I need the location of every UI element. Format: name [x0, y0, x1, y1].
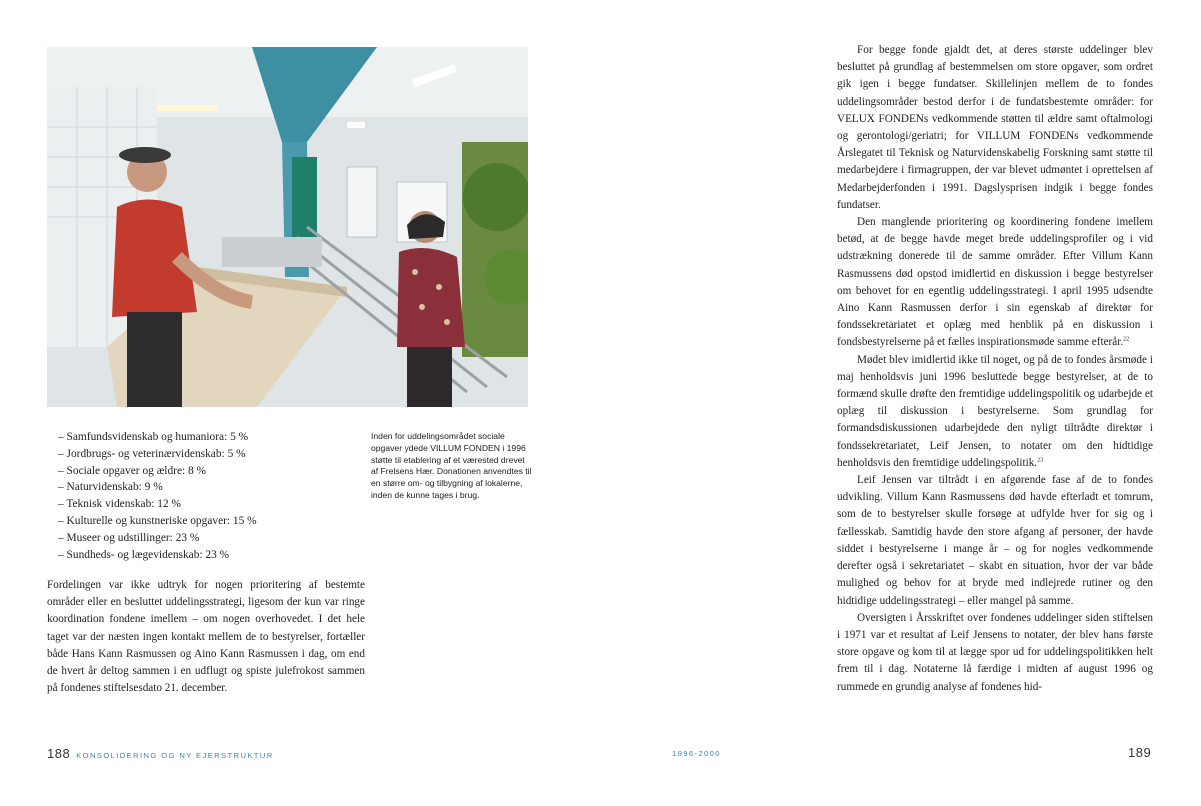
page-number: 188 [47, 746, 71, 761]
list-item: – Museer og udstillinger: 23 % [58, 531, 200, 544]
list-item: – Sociale opgaver og ældre: 8 % [58, 464, 207, 477]
list-item: – Kulturelle og kunstneriske opgaver: 15 % [58, 514, 257, 527]
body-paragraph: Mødet blev imidlertid ikke til noget, og på de to fondes årsmøde i maj henholdsvis juni 1996 besluttede begge bestyrelser, at de to formænd skulle drøfte den fremtidige uddelingspolitik og udarbejde et oplæg til diskussion i bestyrelserne. Som grundlag for formandsdiskussionen udarbejdede den nyligt tiltrådte direktør i fondssekretariatet, Leif Jensen, to notater om den hidtidige henholdsvis den fremtidige uddelingspolitik.$^{23}$ [837, 353, 1153, 469]
body-paragraph: Fordelingen var ikke udtryk for nogen prioritering af bestemte områder eller en besluttet uddelingsstrategi, ligesom der kun var ringe koordination fondene imellem – om nogen overhovedet. I det hele taget var der næsten ingen kontakt mellem de to bestyrelser, fortæller både Hans Kann Rasmussen og Aino Kann Rasmussen i dag, om end de hvert år deltog sammen i en udflugt og spiste julefrokost sammen på fondenes stiftelsesdato 21. december. [47, 579, 365, 695]
list-item: – Jordbrugs- og veterinærvidenskab: 5 % [58, 447, 246, 460]
body-paragraph: Den manglende prioritering og koordinering fondene imellem betød, at de begge havde meget brede uddelingsprofiler og i vid udstrækning donerede til de samme områder. Efter Villum Kann Rasmussens død opstod imidlertid en diskussion i begge bestyrelser om behovet for en egentlig uddelingsstrategi. I april 1995 udsendte Aino Kann Rasmussen derfor i sin egenskab af direktør for fondssekretariatet et oplæg med henblik på en diskussion i fondsbestyrelserne på et fælles inspirationsmøde samme efterår.$^{22}$ [837, 216, 1153, 349]
running-head: KONSOLIDERING OG NY EJERSTRUKTUR [76, 751, 274, 760]
allocation-list [58, 429, 358, 563]
left-footer [47, 745, 274, 763]
list-item: – Teknisk videnskab: 12 % [58, 498, 182, 511]
photo-caption: Inden for uddelingsområdet sociale opgaver ydede VILLUM FONDEN i 1996 støtte til etablering af et værested drevet af Frelsens Hær. Donationen anvendtes til en større om- og tilbygning af lokalerne, inden de kunne tages i brug. [371, 431, 532, 500]
right-body-text [837, 42, 1153, 696]
body-paragraph: Leif Jensen var tiltrådt i en afgørende fase af de to fondes udvikling. Villum Kann Rasmussens død havde efterladt et tomrum, som de to bestyrelser skulle forsøge at udfylde hver for sig og i fællesskab. Samtidig havde den store afgang af personer, der havde siddet i bestyrelserne i mange år – og for nogles vedkommende derefter også i sekretariatet – skabt en situation, hvor der var både mulighed og behov for at bryde med indlejrede rutiner og den hidtidige uddelingsstrategi – eller mangel på samme. [837, 474, 1153, 607]
footnote-ref[interactable]: 22 [1123, 336, 1130, 343]
body-paragraph: Oversigten i Årsskriftet over fondenes uddelinger siden stiftelsen i 1971 var et resultat af Leif Jensens to notater, der blev hans første store opgave og kom til at lægge spor ud for uddelingspolitikken helt frem til i dag. Notaterne lå færdige i midten af august 1996 og rummede en grundig analyse af fondenes hid- [837, 611, 1153, 693]
running-head: 1996-2000 [672, 749, 721, 758]
left-body-text [47, 577, 365, 697]
list-item: – Naturvidenskab: 9 % [58, 481, 163, 494]
footnote-ref[interactable]: 23 [1037, 457, 1044, 464]
photo-drop-in-center [47, 47, 528, 407]
list-item: – Samfundsvidenskab og humaniora: 5 % [58, 431, 249, 443]
list-item: – Sundheds- og lægevidenskab: 23 % [58, 548, 230, 561]
body-paragraph: For begge fonde gjaldt det, at deres største uddelinger blev besluttet på grundlag af bestemmelsen om store opgaver, som ordret gik igen i begge fundatser. Skillelinjen mellem de to fondes uddelingsområder bestod derfor i de fundatsbestemte områder: for VELUX FONDENs vedkommende støtten til ældre samt oftalmologi og gerontologi/geriatri; for VILLUM FONDENs vedkommende Årslegatet til Teknisk og Naturvidenskabelig Forskning samt støtte til medarbejdere i firmagruppen, der var blevet udmøntet i oprettelsen af Medarbejderfonden i 1991. Dagslysprisen indgik i begge fondes fundatser. [837, 44, 1153, 211]
page-number: 189 [1128, 745, 1152, 760]
